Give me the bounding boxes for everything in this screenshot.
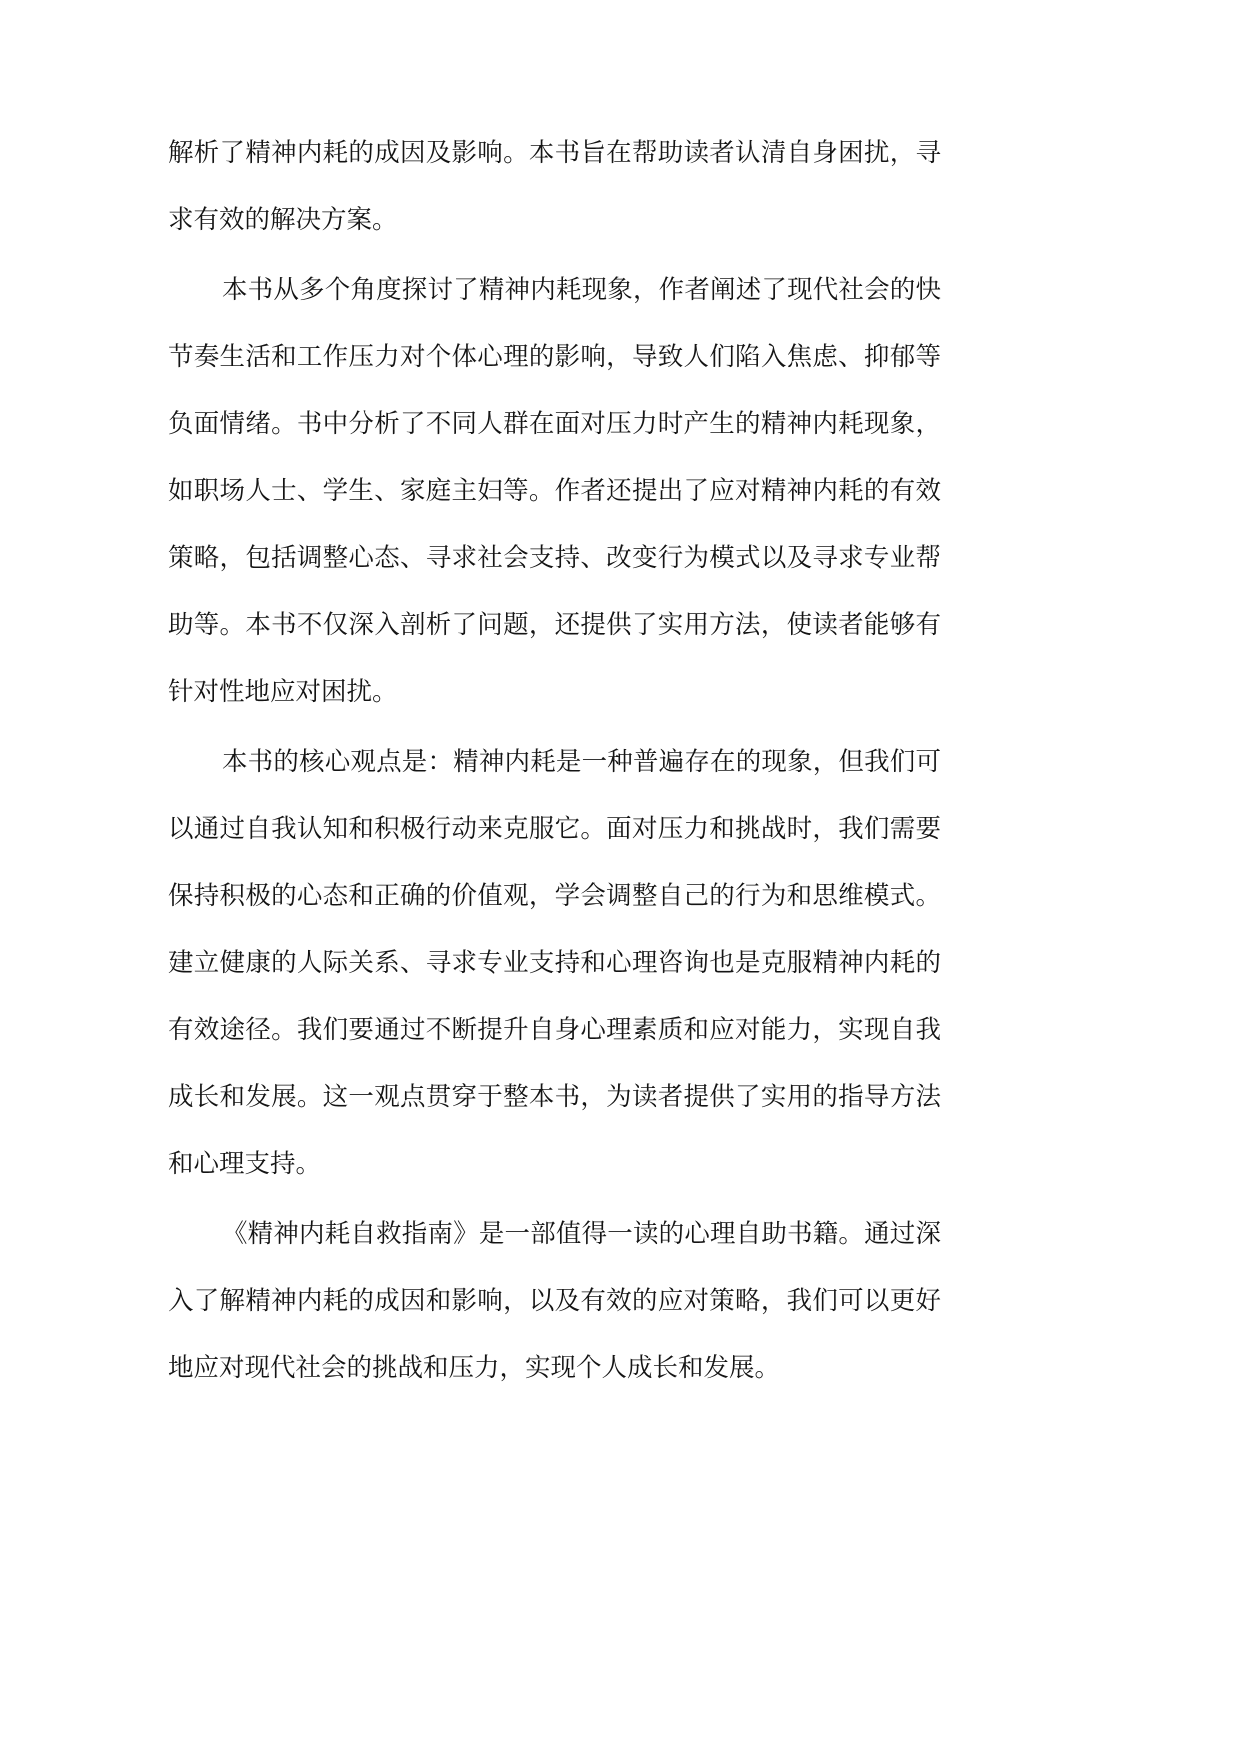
- paragraph: [168, 1201, 941, 1402]
- text-line: 负面情绪。书中分析了不同人群在面对压力时产生的精神内耗现象，: [168, 409, 941, 439]
- text-line: 地应对现代社会的挑战和压力，实现个人成长和发展。: [168, 1353, 781, 1383]
- text-line: 策略，包括调整心态、寻求社会支持、改变行为模式以及寻求专业帮: [168, 543, 941, 573]
- body-text: [168, 120, 941, 1405]
- text-line: 保持积极的心态和正确的价值观，学会调整自己的行为和思维模式。: [168, 881, 941, 911]
- paragraph: [168, 729, 941, 1198]
- text-line: 针对性地应对困扰。: [168, 677, 398, 707]
- text-line: 解析了精神内耗的成因及影响。本书旨在帮助读者认清自身困扰，寻: [168, 138, 941, 168]
- text-line: 求有效的解决方案。: [168, 205, 398, 235]
- text-line: 节奏生活和工作压力对个体心理的影响，导致人们陷入焦虑、抑郁等: [168, 342, 941, 372]
- paragraph: [168, 257, 941, 726]
- text-line: 如职场人士、学生、家庭主妇等。作者还提出了应对精神内耗的有效: [168, 476, 941, 506]
- text-line: 有效途径。我们要通过不断提升自身心理素质和应对能力，实现自我: [168, 1015, 941, 1045]
- text-line: 本书的核心观点是：精神内耗是一种普遍存在的现象，但我们可: [222, 747, 941, 777]
- text-line: 本书从多个角度探讨了精神内耗现象，作者阐述了现代社会的快: [222, 275, 941, 305]
- text-line: 以通过自我认知和积极行动来克服它。面对压力和挑战时，我们需要: [168, 814, 941, 844]
- paragraph: [168, 120, 941, 254]
- text-line: 《精神内耗自救指南》是一部值得一读的心理自助书籍。通过深: [222, 1219, 941, 1249]
- text-line: 助等。本书不仅深入剖析了问题，还提供了实用方法，使读者能够有: [168, 610, 941, 640]
- text-line: 和心理支持。: [168, 1149, 322, 1179]
- text-line: 成长和发展。这一观点贯穿于整本书，为读者提供了实用的指导方法: [168, 1082, 941, 1112]
- text-line: 入了解精神内耗的成因和影响，以及有效的应对策略，我们可以更好: [168, 1286, 941, 1316]
- text-line: 建立健康的人际关系、寻求专业支持和心理咨询也是克服精神内耗的: [168, 948, 941, 978]
